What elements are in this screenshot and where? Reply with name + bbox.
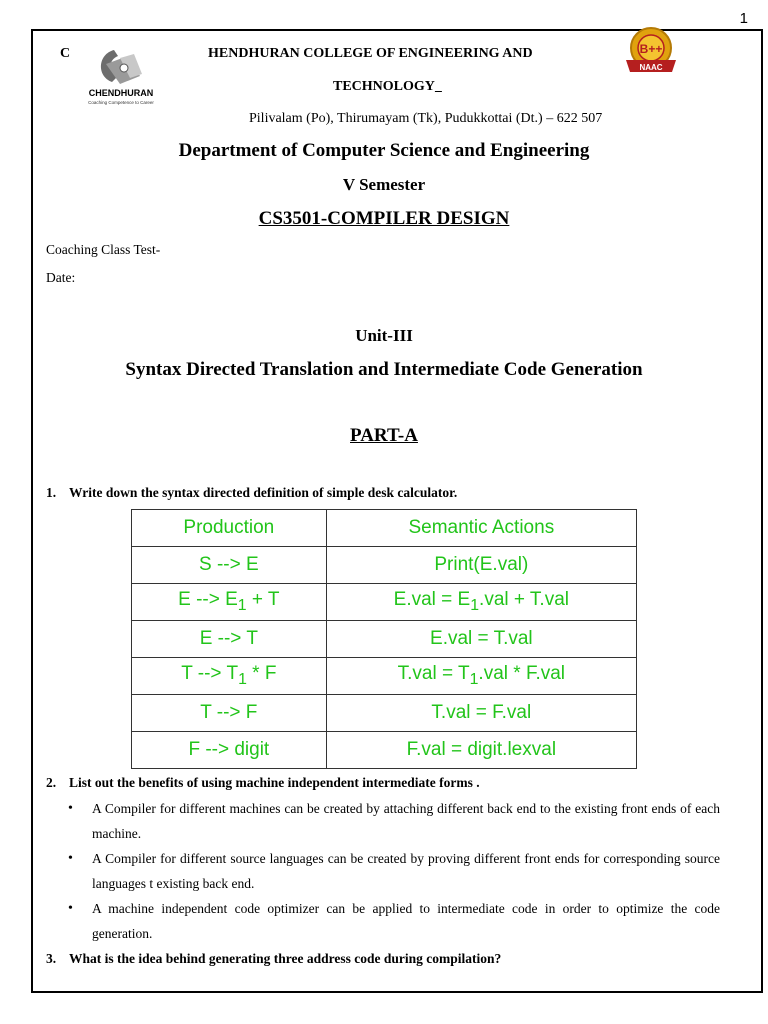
- production-cell: [132, 584, 327, 621]
- semantic-action-cell-text: Print(E.val): [434, 554, 529, 575]
- list-item-text: A Compiler for different machines can be created by attaching different back end to the existing front ends of each machine.: [92, 801, 720, 841]
- subscript: 1: [469, 670, 479, 688]
- part-heading: PART-A: [350, 425, 418, 446]
- college-name-line1: HENDHURAN COLLEGE OF ENGINEERING AND: [208, 46, 533, 61]
- table-header-row: [132, 510, 637, 547]
- sdd-table: [131, 509, 637, 769]
- unit-heading: Unit-III: [355, 326, 413, 345]
- semantic-action-cell-text-tail: .val * F.val: [478, 663, 566, 685]
- list-item: [68, 846, 720, 896]
- table-row: [132, 658, 637, 695]
- naac-label: NAAC: [639, 63, 663, 72]
- production-cell-text: T --> T: [181, 663, 239, 685]
- bullet-icon: •: [68, 801, 73, 816]
- production-cell-text: E --> E: [178, 589, 238, 611]
- logo-tagline: Coaching Competence to Career: [88, 100, 154, 105]
- semantic-action-cell-text: E.val = T.val: [430, 628, 533, 649]
- bullet-icon: •: [68, 851, 73, 866]
- semantic-action-cell-text-tail: .val + T.val: [479, 589, 569, 611]
- list-item-text: A machine independent code optimizer can be applied to intermediate code in order to optimize the code generation.: [92, 901, 720, 941]
- table-row: [132, 547, 637, 584]
- subscript: 1: [470, 596, 480, 614]
- semester-title: V Semester: [342, 175, 426, 194]
- table-row: [132, 695, 637, 732]
- semantic-action-cell: [326, 584, 636, 621]
- semantic-action-cell: [326, 621, 636, 658]
- college-name-underscore: [435, 79, 442, 94]
- question-3: [46, 951, 501, 967]
- benefits-list: [68, 796, 720, 946]
- semantic-action-cell-text: T.val = T: [397, 663, 470, 685]
- course-title: CS3501-COMPILER DESIGN: [258, 208, 510, 229]
- date-label: Date:: [46, 270, 76, 285]
- table-row: [132, 732, 637, 769]
- table-row: [132, 584, 637, 621]
- department-title: Department of Computer Science and Engineering: [178, 140, 590, 161]
- question-number: 2.: [46, 775, 57, 790]
- naac-grade: B++: [639, 42, 663, 56]
- production-cell: [132, 732, 327, 769]
- naac-badge-icon: [620, 26, 682, 76]
- list-item: [68, 896, 720, 946]
- semantic-action-cell-text: F.val = digit.lexval: [406, 739, 557, 760]
- semantic-action-cell: [326, 658, 636, 695]
- column-header-semantic-actions: Semantic Actions: [326, 510, 636, 547]
- college-address: Pilivalam (Po), Thirumayam (Tk), Pudukkottai (Dt.) – 622 507: [249, 111, 603, 126]
- question-text: What is the idea behind generating three address code during compilation?: [69, 951, 502, 966]
- page-number: 1: [739, 10, 748, 27]
- semantic-action-cell-text: T.val = F.val: [431, 702, 532, 723]
- production-cell-text-tail: + T: [246, 589, 280, 611]
- college-name-technology: TECHNOLOGY: [333, 79, 435, 94]
- production-cell: [132, 547, 327, 584]
- unit-title: Syntax Directed Translation and Intermediate Code Generation: [125, 359, 643, 380]
- question-text: Write down the syntax directed definition of simple desk calculator.: [69, 485, 458, 500]
- production-cell: [132, 658, 327, 695]
- semantic-action-cell-text: E.val = E: [393, 589, 471, 611]
- production-cell: [132, 695, 327, 732]
- table-row: [132, 621, 637, 658]
- production-cell: [132, 621, 327, 658]
- production-cell-text-tail: * F: [246, 663, 277, 685]
- question-text: List out the benefits of using machine independent intermediate forms .: [69, 775, 480, 790]
- subscript: 1: [237, 596, 247, 614]
- production-cell-text: T --> F: [200, 702, 258, 723]
- coaching-class-label: Coaching Class Test-: [46, 242, 161, 257]
- production-cell-text: E --> T: [199, 628, 258, 649]
- sdd-table-body: [132, 547, 637, 769]
- semantic-action-cell: [326, 732, 636, 769]
- question-2: [46, 775, 480, 791]
- question-1: [46, 485, 457, 501]
- bullet-icon: •: [68, 901, 73, 916]
- question-number: 3.: [46, 951, 57, 966]
- header-c-letter: C: [60, 46, 71, 61]
- college-logo: [84, 46, 158, 108]
- college-name-line2: [333, 79, 442, 95]
- list-item: [68, 796, 720, 846]
- column-header-production: Production: [132, 510, 327, 547]
- production-cell-text: S --> E: [199, 554, 259, 575]
- subscript: 1: [238, 670, 247, 688]
- list-item-text: A Compiler for different source languages can be created by proving different front ends for corresponding source languages t existing back end.: [92, 851, 720, 891]
- production-cell-text: F --> digit: [188, 739, 270, 760]
- question-number: 1.: [46, 485, 57, 500]
- semantic-action-cell: [326, 695, 636, 732]
- logo-text: CHENDHURAN: [88, 88, 154, 98]
- semantic-action-cell: [326, 547, 636, 584]
